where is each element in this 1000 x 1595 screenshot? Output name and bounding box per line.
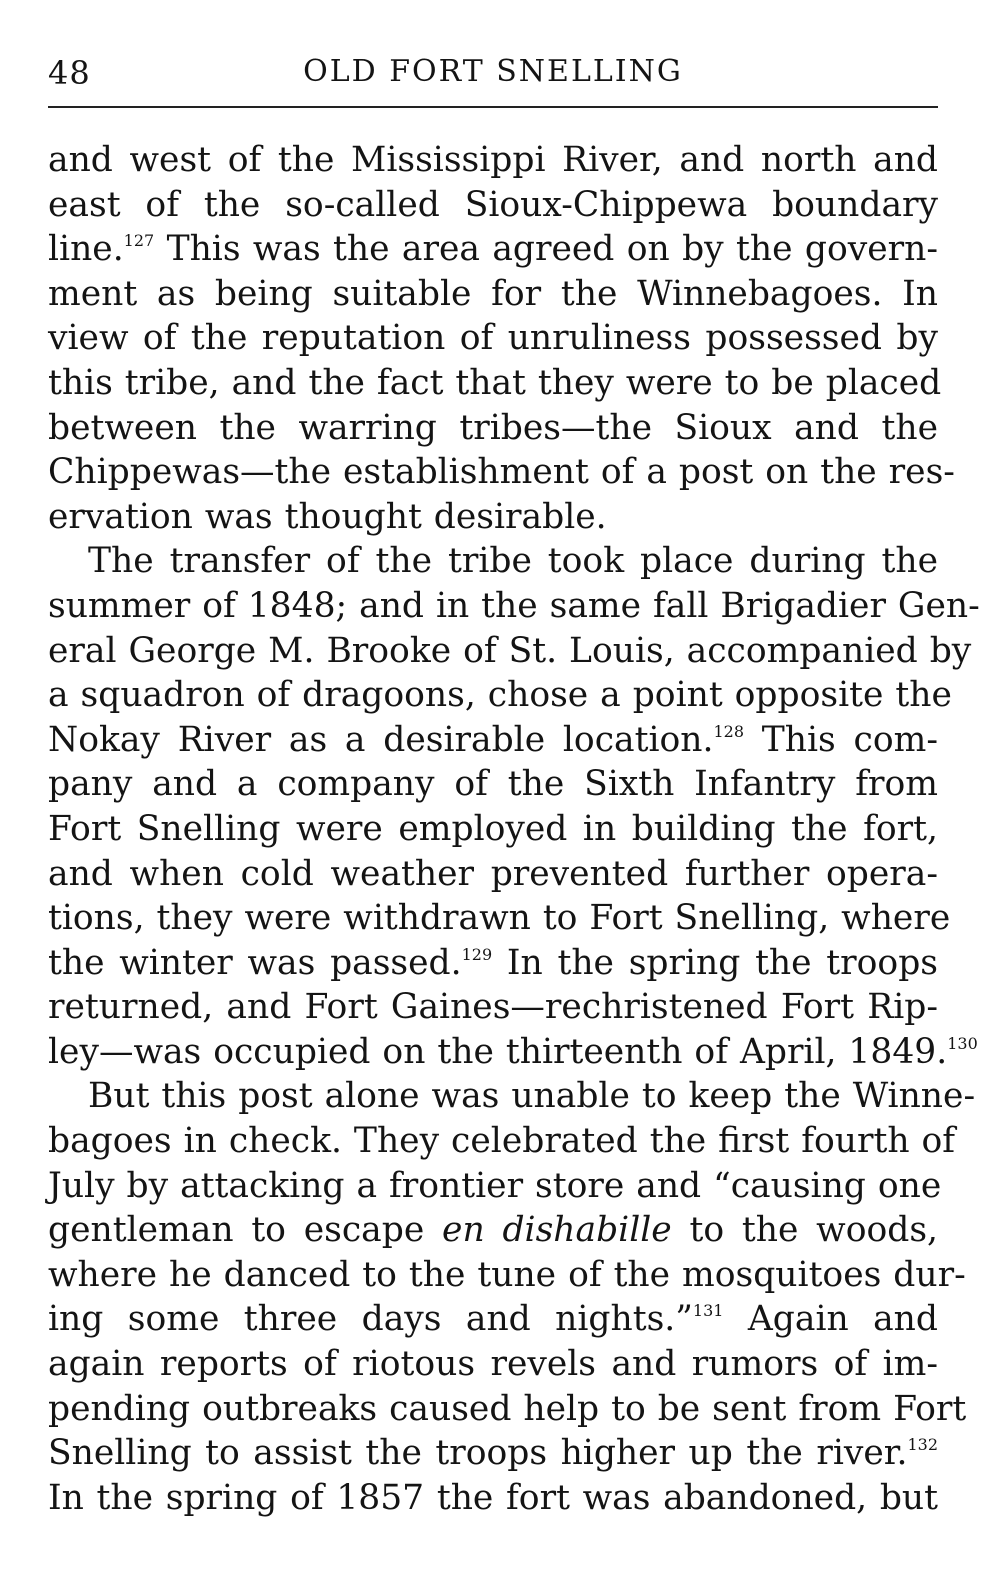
- text-line: eral George M. Brooke of St. Louis, accompanied by: [48, 630, 972, 671]
- text-line: view of the reputation of unruliness possessed by: [48, 318, 938, 359]
- text-line: a squadron of dragoons, chose a point opposite the: [48, 675, 952, 716]
- text-segment: This was the area agreed on by the govern-: [154, 229, 938, 270]
- text-line: [48, 227, 938, 272]
- text-line: tions, they were withdrawn to Fort Snelling, where: [48, 898, 951, 939]
- italic-phrase: en dishabille: [442, 1210, 672, 1251]
- body-text: [48, 138, 980, 1520]
- text-segment: Again and: [723, 1299, 938, 1340]
- text-line: summer of 1848; and in the same fall Brigadier Gen-: [48, 585, 980, 626]
- text-line: again reports of riotous revels and rumors of im-: [48, 1344, 938, 1385]
- text-line: east of the so-called Sioux-Chippewa boundary: [48, 184, 938, 225]
- text-line: July by attacking a frontier store and “causing one: [48, 1165, 942, 1206]
- text-segment: In the spring the troops: [492, 942, 938, 983]
- text-line: ervation was thought desirable.: [48, 496, 607, 537]
- text-line: [48, 1431, 938, 1476]
- text-segment: ing some three days and nights.”: [48, 1299, 693, 1340]
- footnote-ref: 130: [947, 1033, 978, 1053]
- text-segment: ley—was occupied on the thirteenth of April, 1849.: [48, 1031, 948, 1072]
- text-line: where he danced to the tune of the mosquitoes dur-: [48, 1254, 966, 1295]
- text-segment: Nokay River as a desirable location.: [48, 719, 714, 760]
- footnote-ref: 132: [907, 1435, 938, 1455]
- footnote-ref: 131: [692, 1301, 724, 1321]
- text-line: gentleman to escape en dishabille to the woods,: [48, 1210, 938, 1251]
- text-line: this tribe, and the fact that they were to be placed: [48, 362, 942, 403]
- text-line: pending outbreaks caused help to be sent from Fort: [48, 1388, 967, 1429]
- page-number: 48: [48, 54, 91, 92]
- text-segment: line.: [48, 229, 124, 270]
- text-line: [48, 941, 938, 986]
- text-line: Fort Snelling were employed in building the fort,: [48, 808, 938, 849]
- text-line: and when cold weather prevented further opera-: [48, 853, 938, 894]
- text-line: Chippewas—the establishment of a post on the res-: [48, 452, 955, 493]
- running-title: OLD FORT SNELLING: [303, 54, 683, 89]
- text-line: between the warring tribes—the Sioux and the: [48, 407, 938, 448]
- text-segment: the winter was passed.: [48, 942, 462, 983]
- text-line: [48, 1030, 978, 1075]
- text-line: bagoes in check. They celebrated the first fourth of: [48, 1121, 956, 1162]
- text-line: The transfer of the tribe took place during the: [88, 541, 938, 582]
- footnote-ref: 127: [123, 231, 155, 251]
- text-line: pany and a company of the Sixth Infantry from: [48, 764, 938, 805]
- text-segment: This com-: [744, 719, 938, 760]
- text-line: [48, 1297, 938, 1342]
- footnote-ref: 129: [461, 944, 493, 964]
- text-line: ment as being suitable for the Winnebagoes. In: [48, 273, 938, 314]
- text-segment: Snelling to assist the troops higher up the river.: [48, 1433, 908, 1474]
- text-line: returned, and Fort Gaines—rechristened Fort Rip-: [48, 987, 938, 1028]
- text-line: In the spring of 1857 the fort was abandoned, but: [48, 1477, 938, 1518]
- footnote-ref: 128: [713, 721, 744, 741]
- book-page: [48, 50, 980, 1520]
- header-rule: [48, 106, 938, 108]
- page-header: [48, 50, 938, 106]
- text-line: and west of the Mississippi River, and north and: [48, 140, 938, 180]
- text-line: [48, 718, 938, 763]
- text-line: But this post alone was unable to keep the Winne-: [88, 1076, 976, 1117]
